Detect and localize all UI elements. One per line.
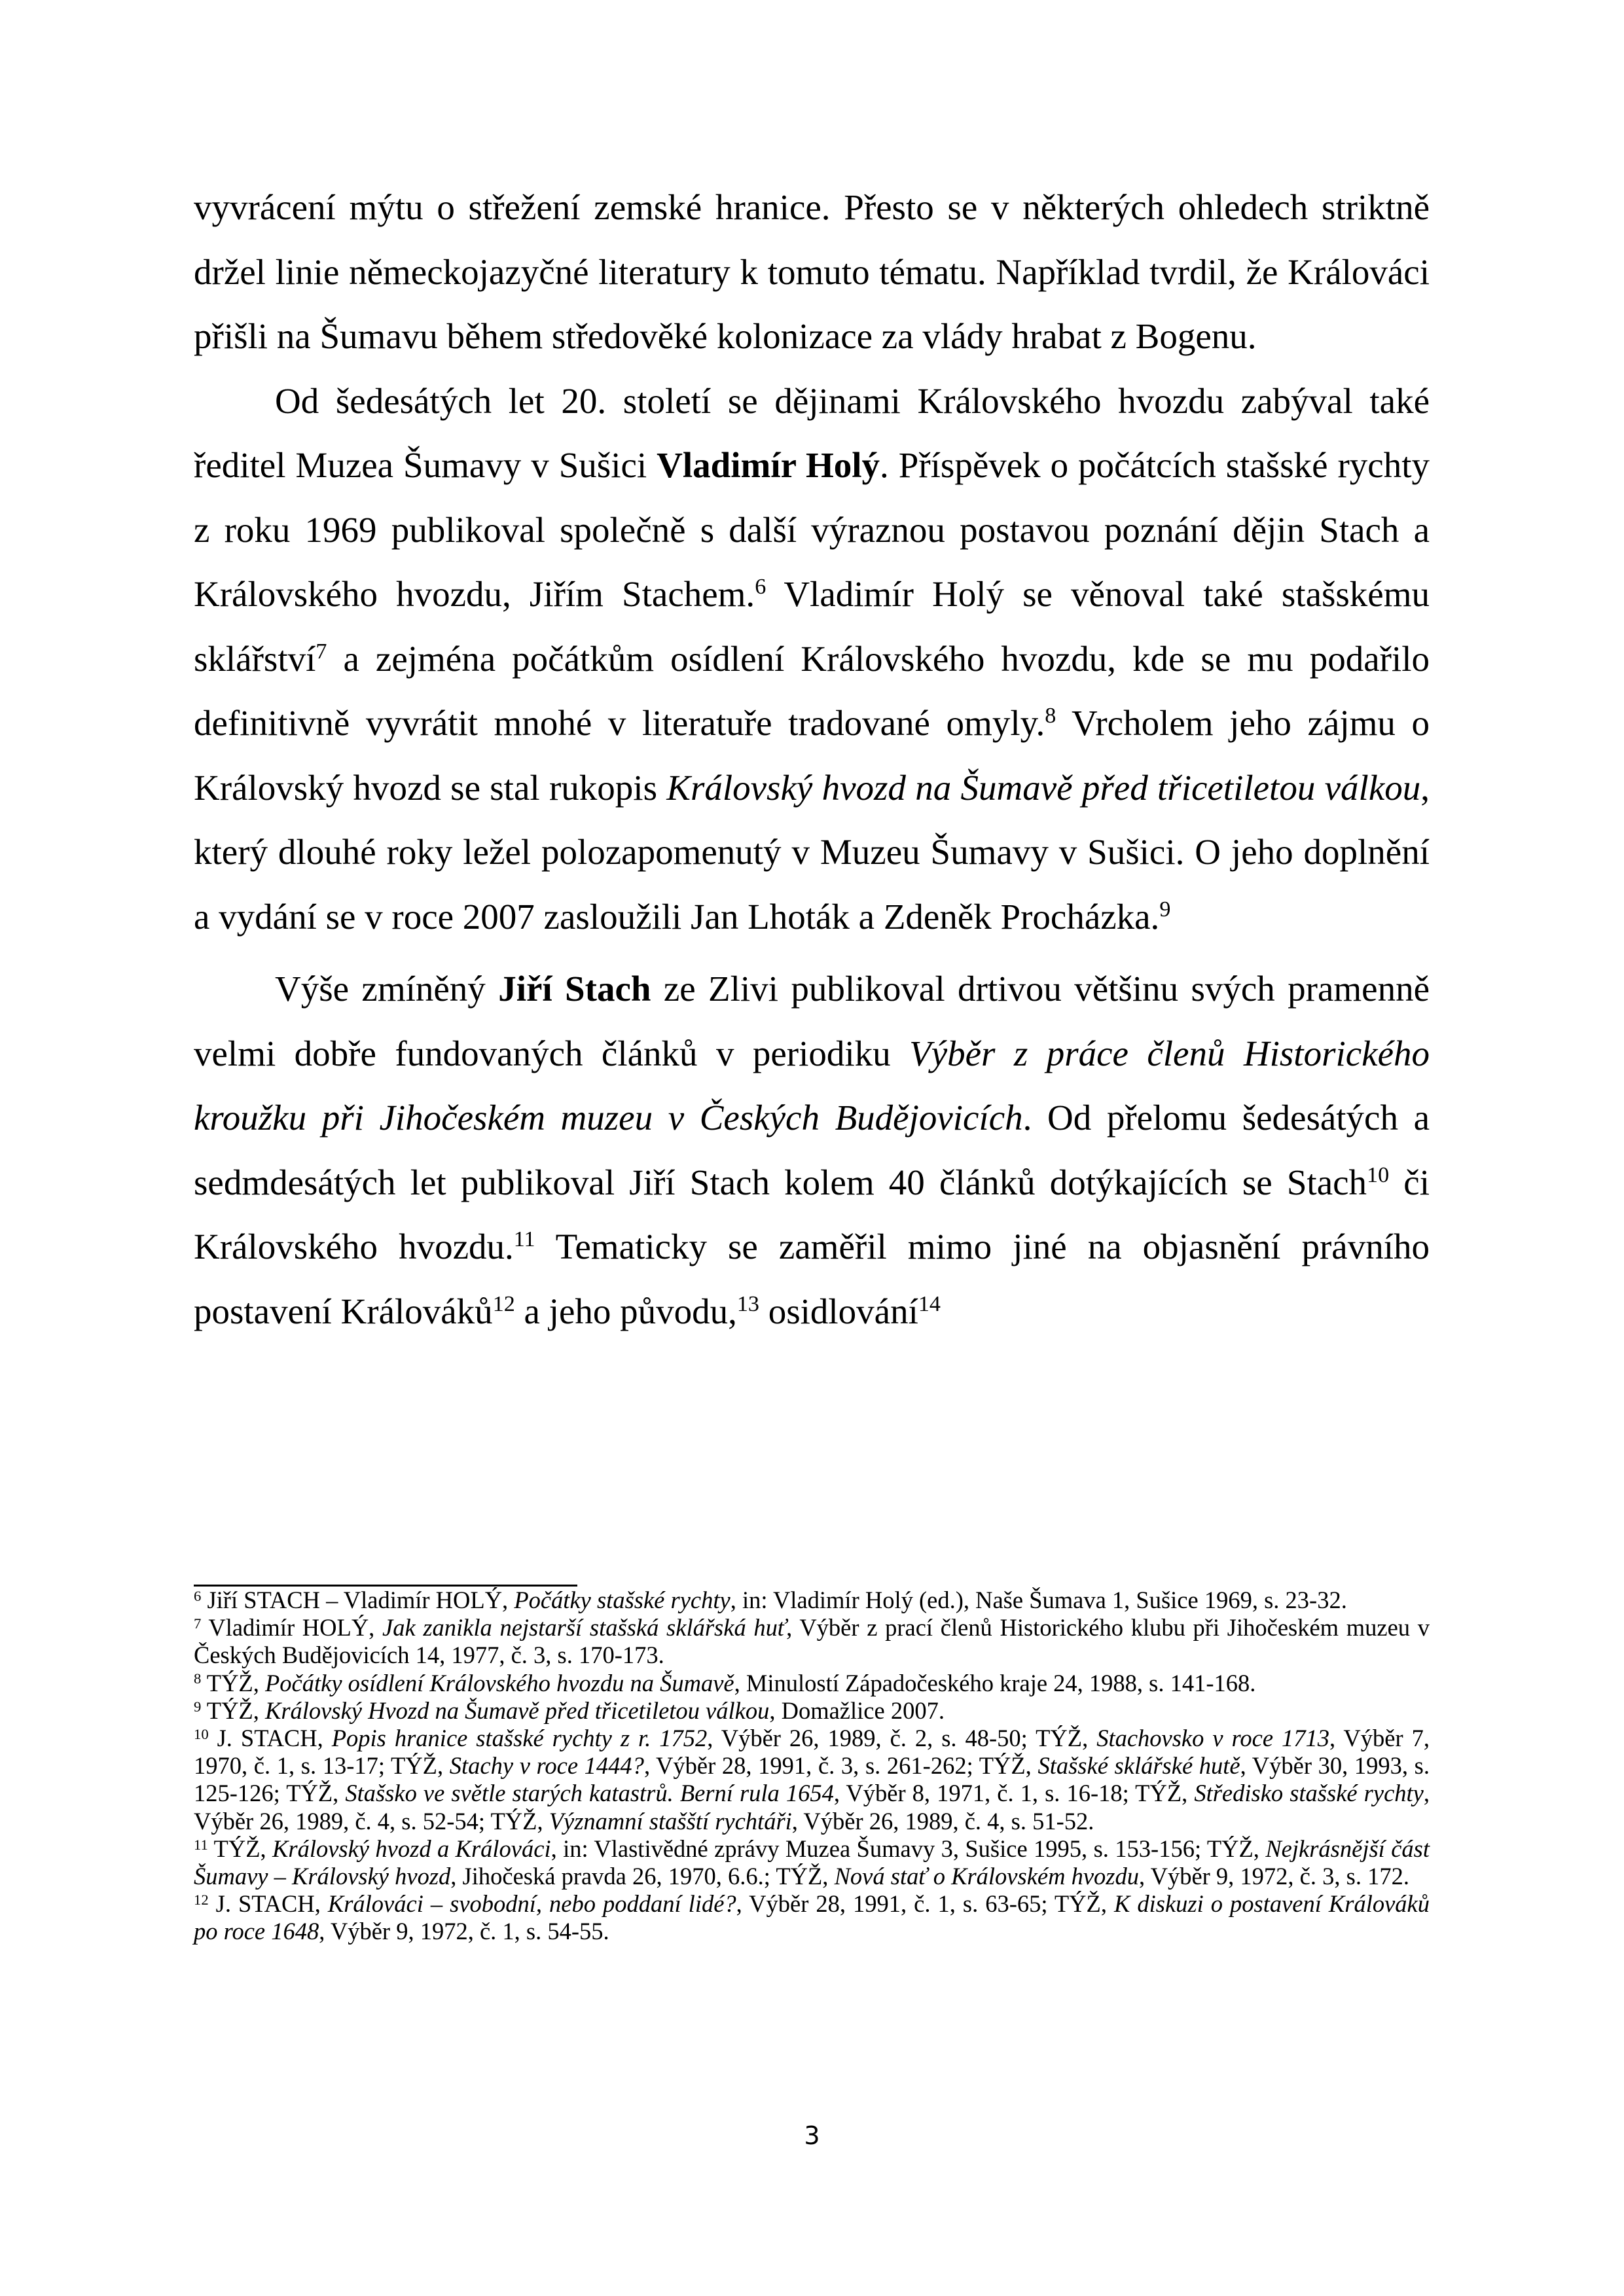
footnote-reference[interactable]: 14 [918, 1291, 941, 1316]
text-run: , Výběr 28, 1991, č. 1, s. 63-65; TÝŽ, [736, 1890, 1114, 1918]
footnote-reference[interactable]: 7 [316, 639, 327, 664]
paragraph [194, 369, 1430, 950]
footnote-reference[interactable]: 12 [492, 1291, 515, 1316]
italic-title: Významní stašští rychtáři [549, 1807, 792, 1835]
text-run: ze Zlivi publikoval drtivou většinu svých pramenně velmi dobře fundovaných článků v periodiku [194, 969, 1430, 1073]
italic-title: Nová stať o Královském hvozdu [834, 1863, 1139, 1890]
italic-title: Výběr z práce členů Historického kroužku při Jihočeském muzeu v Českých Budějovicích [194, 1033, 1430, 1138]
text-run: , Výběr 9, 1972, č. 1, s. 54-55. [319, 1918, 609, 1945]
text-run: J. STACH, [208, 1725, 332, 1752]
italic-title: Královský Hvozd na Šumavě před třicetiletou válkou [264, 1696, 770, 1724]
paragraph [194, 957, 1430, 1344]
paragraph [194, 175, 1430, 369]
text-run: Jiří STACH – Vladimír HOLÝ, [201, 1587, 514, 1613]
text-run: . Příspěvek o počátcích stašské rychty z roku 1969 publikoval společně s další výraznou postavou poznání dějin Stach a Královského hvozdu, Jiřím Stachem. [194, 445, 1430, 614]
italic-title: Počátky osídlení Královského hvozdu na Šumavě [264, 1669, 734, 1696]
text-run: , Výběr 26, 1989, č. 4, s. 52-54; TÝŽ, [194, 1780, 1430, 1835]
italic-title: Stachovsko v roce 1713 [1096, 1725, 1329, 1752]
footnote-reference[interactable]: 10 [1367, 1162, 1390, 1187]
footnote-number: 6 [194, 1587, 202, 1604]
footnote-number: 7 [194, 1615, 202, 1632]
text-run: , Výběr 30, 1993, s. 125-126; TÝŽ, [194, 1752, 1430, 1807]
text-run: , který dlouhé roky ležel polozapomenutý v Muzeu Šumavy v Sušici. O jeho doplnění a vydání se v roce 2007 zasloužili Jan Lhoták a Zdeněk Procházka. [194, 767, 1430, 937]
text-run: , Výběr 26, 1989, č. 4, s. 51-52. [791, 1807, 1094, 1835]
text-run: TÝŽ, [208, 1835, 273, 1862]
footnote-number: 9 [194, 1698, 202, 1715]
text-run: J. STACH, [208, 1890, 328, 1918]
text-run: či Královského hvozdu. [194, 1162, 1430, 1266]
footnote-11 [194, 1835, 1430, 1890]
italic-title: Stašsko ve světle starých katastrů. Berní rula 1654 [345, 1780, 834, 1807]
footnote-6 [194, 1587, 1430, 1614]
italic-title: Středisko stašské rychty [1194, 1780, 1424, 1807]
footnote-8 [194, 1670, 1430, 1697]
page-number: 3 [804, 2121, 820, 2150]
italic-title: K diskuzi o postavení Králováků po roce 1648 [194, 1890, 1430, 1945]
footnote-reference[interactable]: 11 [513, 1227, 535, 1252]
footnote-reference[interactable]: 13 [736, 1291, 759, 1316]
text-run: , Jihočeská pravda 26, 1970, 6.6.; TÝŽ, [450, 1863, 835, 1890]
footnote-number: 10 [194, 1725, 209, 1742]
footnote-12 [194, 1890, 1430, 1945]
footnote-reference[interactable]: 9 [1159, 897, 1171, 922]
italic-title: Nejkrásnější část Šumavy – Královský hvozd [194, 1835, 1430, 1890]
bold-name: Jiří Stach [498, 969, 651, 1009]
italic-title: Stachy v roce 1444? [449, 1752, 644, 1780]
text-run: TÝŽ, [201, 1669, 265, 1696]
footnote-9 [194, 1697, 1430, 1725]
footnote-number: 11 [194, 1836, 208, 1853]
text-run: TÝŽ, [201, 1696, 265, 1724]
italic-title: Stašské sklářské hutě [1038, 1752, 1240, 1780]
text-run: , Výběr z prací členů Historického klubu při Jihočeském muzeu v Českých Budějovicích 14, 1977, č. 3, s. 170-173. [194, 1614, 1430, 1669]
text-run: , Domažlice 2007. [769, 1696, 945, 1724]
text-run: , Minulostí Západočeského kraje 24, 1988, s. 141-168. [734, 1669, 1256, 1696]
italic-title: Popis hranice stašské rychty z r. 1752 [331, 1725, 708, 1752]
text-run: Tematicky se zaměřil mimo jiné na objasnění právního postavení Králováků [194, 1227, 1430, 1331]
footnote-10 [194, 1725, 1430, 1835]
footnote-reference[interactable]: 8 [1045, 704, 1056, 728]
italic-title: Jak zanikla nejstarší stašská sklářská huť [382, 1614, 787, 1641]
text-run: , Výběr 7, 1970, č. 1, s. 13-17; TÝŽ, [194, 1725, 1430, 1780]
text-run: , in: Vladimír Holý (ed.), Naše Šumava 1, Sušice 1969, s. 23-32. [730, 1587, 1347, 1613]
footnote-number: 12 [194, 1891, 209, 1908]
text-run: , in: Vlastivědné zprávy Muzea Šumavy 3, Sušice 1995, s. 153-156; TÝŽ, [550, 1835, 1266, 1862]
text-run: a zejména počátkům osídlení Královského hvozdu, kde se mu podařilo definitivně vyvrátit mnohé v literatuře tradované omyly. [194, 638, 1430, 743]
text-run: Vrcholem jeho zájmu o Královský hvozd se stal rukopis [194, 703, 1430, 808]
text-run: vyvrácení mýtu o střežení zemské hranice. Přesto se v některých ohledech striktně držel linie německojazyčné literatury k tomuto tématu. Například tvrdil, že Králováci přišli na Šumavu během středověké kolonizace za vlády hrabat z Bogenu. [194, 187, 1430, 356]
italic-title: Počátky stašské rychty [514, 1587, 731, 1613]
text-run: , Výběr 28, 1991, č. 3, s. 261-262; TÝŽ, [643, 1752, 1038, 1780]
text-run: Výše zmíněný [275, 969, 499, 1009]
footnotes [194, 1587, 1430, 1946]
text-run: a jeho původu, [514, 1291, 737, 1331]
text-run: , Výběr 9, 1972, č. 3, s. 172. [1139, 1863, 1409, 1890]
text-run: , Výběr 8, 1971, č. 1, s. 16-18; TÝŽ, [833, 1780, 1195, 1807]
footnote-reference[interactable]: 6 [755, 575, 767, 600]
text-run: Vladimír Holý se věnoval také stašskému sklářství [194, 574, 1430, 679]
footnote-number: 8 [194, 1670, 202, 1687]
text-run: , Výběr 26, 1989, č. 2, s. 48-50; TÝŽ, [707, 1725, 1097, 1752]
italic-title: Královský hvozd na Šumavě před třicetiletou válkou [666, 767, 1421, 808]
italic-title: Královský hvozd a Králováci [272, 1835, 551, 1862]
italic-title: Králováci – svobodní, nebo poddaní lidé? [327, 1890, 736, 1918]
text-run: Vladimír HOLÝ, [201, 1614, 382, 1641]
text-run: . Od přelomu šedesátých a sedmdesátých let publikoval Jiří Stach kolem 40 článků dotýkajících se Stach [194, 1098, 1430, 1202]
text-run: Od šedesátých let 20. století se dějinami Královského hvozdu zabýval také ředitel Muzea Šumavy v Sušici [194, 380, 1430, 485]
footnote-7 [194, 1614, 1430, 1669]
body-text [194, 175, 1430, 1344]
bold-name: Vladimír Holý [657, 445, 880, 485]
text-run: osidlování [759, 1291, 918, 1331]
